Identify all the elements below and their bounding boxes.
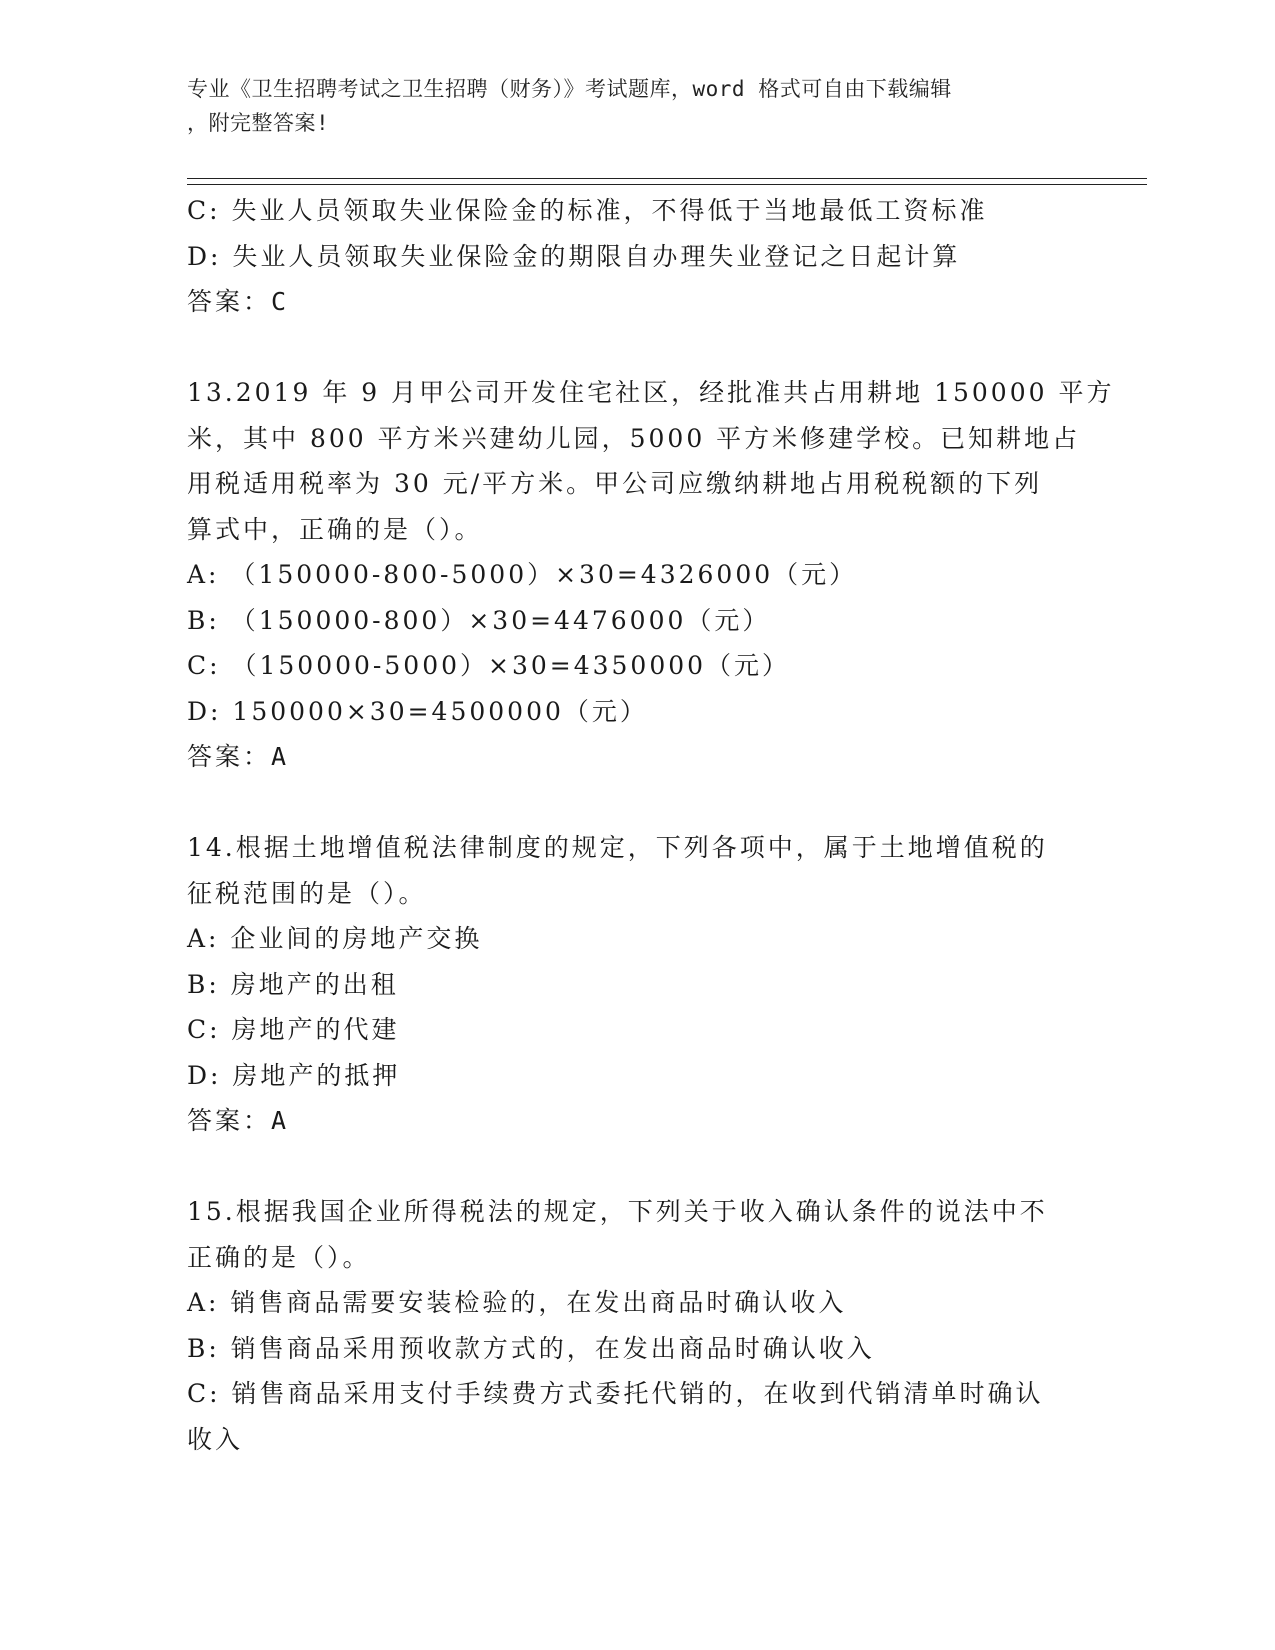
answer-label: 答案： xyxy=(187,287,272,316)
q15-option-c-line: 收入 xyxy=(187,1424,244,1454)
q13-stem-line: 用税适用税率为 30 元/平方米。甲公司应缴纳耕地占用税税额的下列 xyxy=(187,469,1043,498)
q13-stem-line: 算式中，正确的是（）。 xyxy=(187,514,483,544)
q13-stem-line: 13.2019 年 9 月甲公司开发住宅社区，经批准共占用耕地 150000 平方 xyxy=(187,378,1115,407)
q14-stem-line: 征税范围的是（）。 xyxy=(187,878,427,908)
q15-option-b: B: 销售商品采用预收款方式的，在发出商品时确认收入 xyxy=(187,1333,875,1363)
answer-label: 答案： xyxy=(187,742,272,771)
question-content xyxy=(187,188,1115,1462)
q13-stem-line: 米，其中 800 平方米兴建幼儿园，5000 平方米修建学校。已知耕地占 xyxy=(187,423,1081,453)
spacer xyxy=(187,1144,1067,1190)
q13-option-c: C: （150000-5000）×30=4350000（元） xyxy=(187,651,791,680)
header-divider-bottom xyxy=(187,184,1147,185)
q14-stem-line: 14.根据土地增值税法律制度的规定，下列各项中，属于土地增值税的 xyxy=(187,833,1048,862)
header-divider-top xyxy=(187,178,1147,179)
q13-option-b: B: （150000-800）×30=4476000（元） xyxy=(187,605,771,635)
answer-value: A xyxy=(271,1106,287,1135)
answer-label: 答案： xyxy=(187,1106,272,1135)
q14-answer xyxy=(187,1098,1067,1144)
q14-option-d: D: 房地产的抵押 xyxy=(187,1060,401,1090)
q12-option-c: C: 失业人员领取失业保险金的标准，不得低于当地最低工资标准 xyxy=(187,196,988,225)
page-header xyxy=(187,72,1087,140)
q15-stem-line: 15.根据我国企业所得税法的规定，下列关于收入确认条件的说法中不 xyxy=(187,1197,1048,1226)
q15-stem-line: 正确的是（）。 xyxy=(187,1242,371,1272)
q12-answer xyxy=(187,279,1067,325)
q14-option-b: B: 房地产的出租 xyxy=(187,969,399,999)
spacer xyxy=(187,325,1067,371)
q15-option-a: A: 销售商品需要安装检验的，在发出商品时确认收入 xyxy=(187,1288,847,1317)
q12-option-d: D: 失业人员领取失业保险金的期限自办理失业登记之日起计算 xyxy=(187,241,961,271)
q14-option-c: C: 房地产的代建 xyxy=(187,1015,400,1044)
q13-option-d: D: 150000×30=4500000（元） xyxy=(187,696,648,726)
spacer xyxy=(187,780,1067,826)
header-line-1: 专业《卫生招聘考试之卫生招聘（财务）》考试题库，word 格式可自由下载编辑 xyxy=(187,77,952,101)
header-line-2: ，附完整答案! xyxy=(187,111,330,135)
answer-value: A xyxy=(271,742,287,771)
q13-option-a: A: （150000-800-5000）×30=4326000（元） xyxy=(187,560,858,589)
q13-answer xyxy=(187,734,1067,780)
answer-value: C xyxy=(271,287,287,316)
q14-option-a: A: 企业间的房地产交换 xyxy=(187,924,483,953)
q15-option-c-line: C: 销售商品采用支付手续费方式委托代销的，在收到代销清单时确认 xyxy=(187,1379,1044,1408)
